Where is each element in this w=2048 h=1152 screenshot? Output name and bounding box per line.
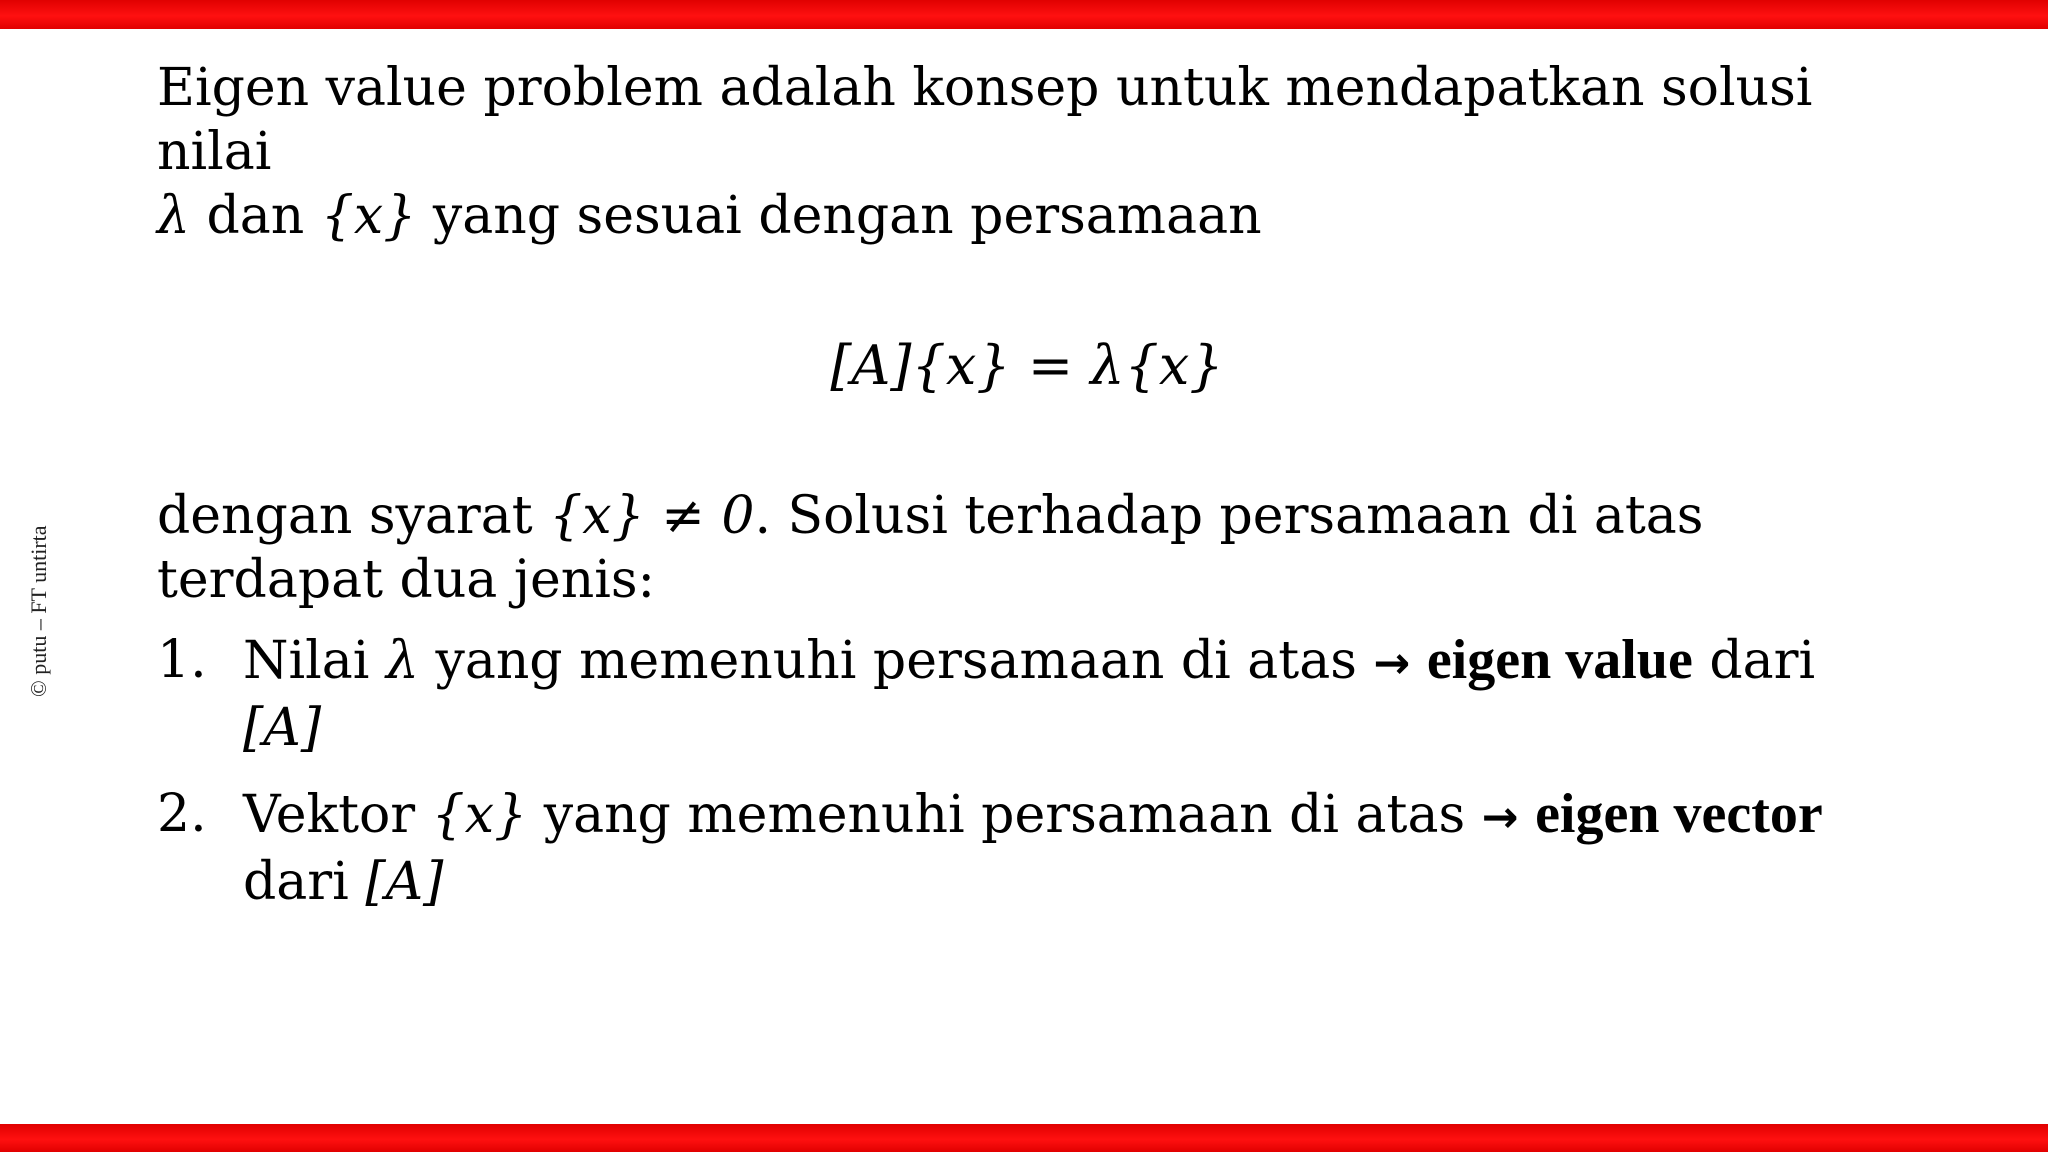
item-matrix: [A] [365, 852, 444, 912]
list-item-body [243, 782, 1897, 914]
top-red-band [0, 0, 2048, 29]
copyright-text: © putu – FT untirta [26, 525, 51, 697]
item-post: dari [1709, 631, 1816, 691]
arrow-right-icon: → [1481, 792, 1519, 843]
condition-neq-zero: ≠ 0 [661, 486, 755, 546]
list-item [157, 782, 1897, 914]
list-item [157, 628, 1897, 760]
item-symbol: λ [385, 631, 419, 691]
bottom-red-band [0, 1124, 2048, 1152]
condition-paragraph [157, 484, 1897, 612]
item-mid: yang memenuhi persamaan di atas [543, 785, 1466, 845]
intro-rest: yang sesuai dengan persamaan [432, 186, 1262, 246]
slide-content [157, 56, 1897, 936]
item-post: dari [243, 852, 349, 912]
item-pre: Vektor [243, 785, 416, 845]
intro-paragraph [157, 56, 1897, 248]
condition-x-symbol: {x} [549, 486, 645, 546]
intro-dan: dan [206, 186, 305, 246]
item-term: eigen vector [1535, 783, 1823, 845]
item-mid: yang memenuhi persamaan di atas [435, 631, 1357, 691]
list-number: 1. [157, 630, 207, 690]
item-symbol: {x} [431, 785, 528, 845]
condition-pre: dengan syarat [157, 486, 533, 546]
condition-rest: . Solusi terhadap persamaan di atas terdapat dua jenis: [157, 486, 1704, 610]
intro-line: Eigen value problem adalah konsep untuk mendapatkan solusi nilai [157, 58, 1813, 182]
item-pre: Nilai [243, 631, 370, 691]
eigen-equation: [A]{x} = λ{x} [830, 334, 1224, 397]
item-matrix: [A] [243, 698, 322, 758]
list-item-body [243, 628, 1897, 760]
item-term: eigen value [1426, 629, 1693, 691]
arrow-right-icon: → [1373, 638, 1411, 689]
x-vector-symbol: {x} [320, 186, 417, 246]
lambda-symbol: λ [157, 186, 190, 246]
list-number: 2. [157, 784, 207, 844]
solution-list [157, 628, 1897, 914]
